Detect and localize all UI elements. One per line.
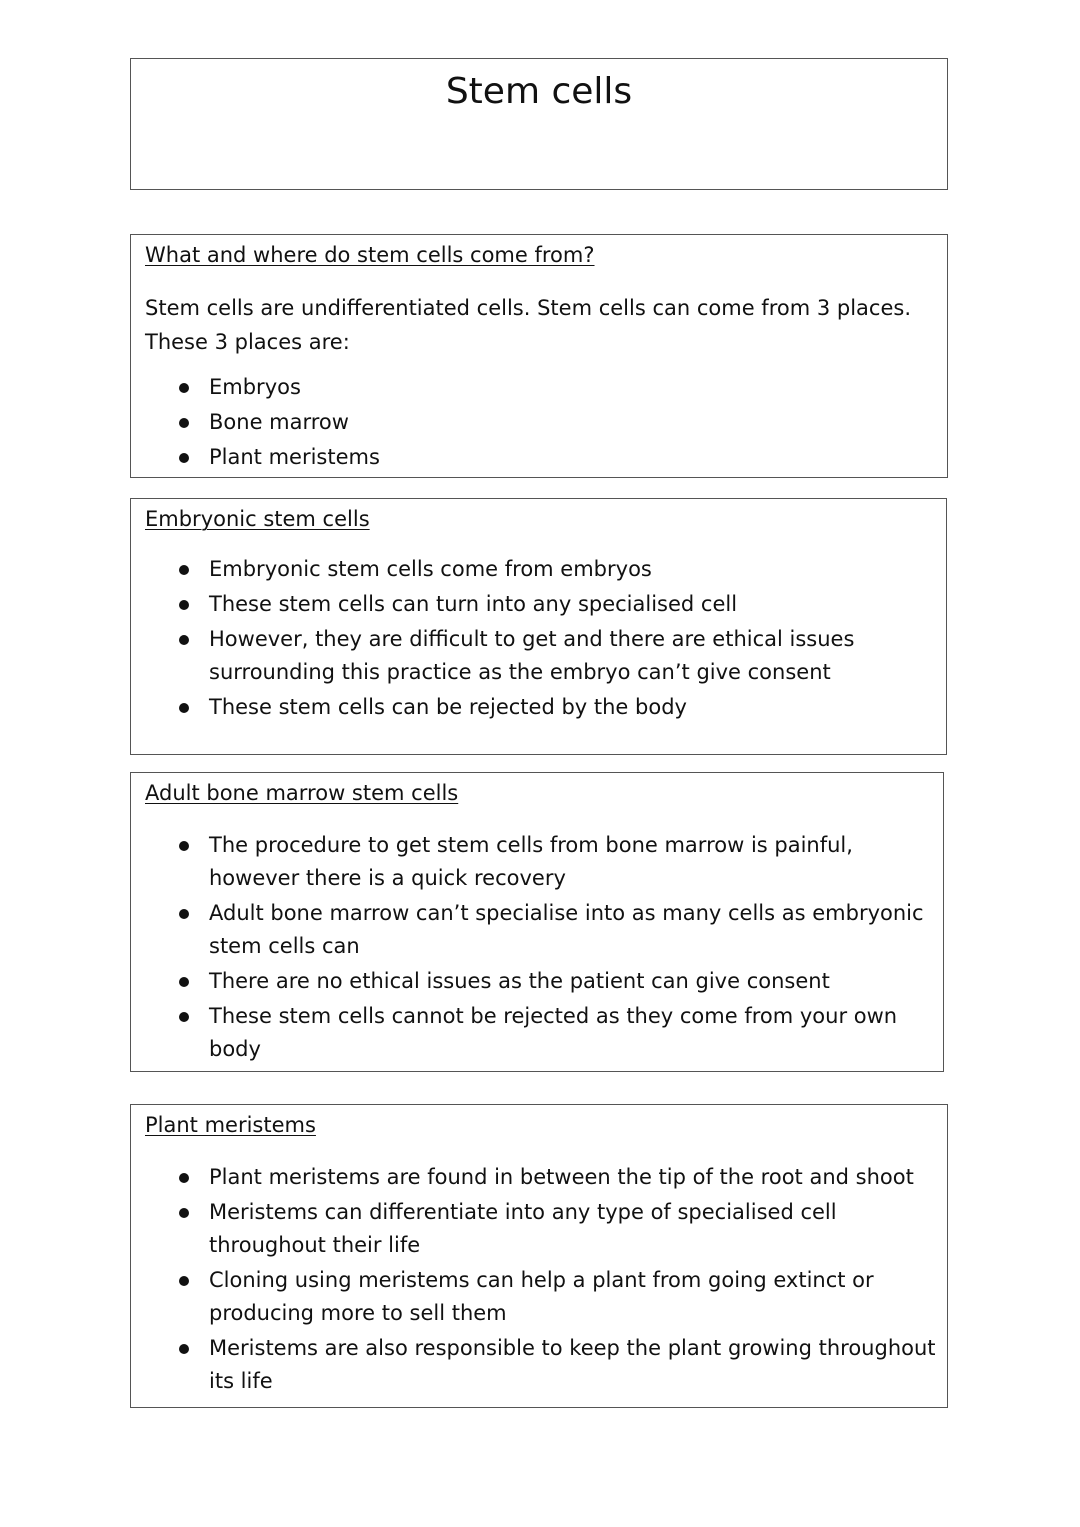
list-item: There are no ethical issues as the patient can give consent [209, 965, 937, 998]
section-heading: Plant meristems [145, 1113, 316, 1137]
bullet-list [209, 371, 941, 476]
title-box [130, 58, 948, 190]
list-item: Embryos [209, 371, 941, 404]
list-item: These stem cells can turn into any specialised cell [209, 588, 940, 621]
section-heading: What and where do stem cells come from? [145, 243, 595, 267]
section-where-stem-cells-come-from [130, 234, 948, 478]
section-heading: Embryonic stem cells [145, 507, 370, 531]
list-item: These stem cells cannot be rejected as they come from your own body [209, 1000, 937, 1066]
section-intro: Stem cells are undifferentiated cells. Stem cells can come from 3 places. These 3 places are: [145, 296, 912, 354]
section-plant-meristems [130, 1104, 948, 1408]
list-item: These stem cells can be rejected by the body [209, 691, 940, 724]
list-item: Plant meristems are found in between the tip of the root and shoot [209, 1161, 941, 1194]
page-title: Stem cells [445, 71, 633, 112]
section-embryonic-stem-cells [130, 498, 947, 755]
list-item: Embryonic stem cells come from embryos [209, 553, 940, 586]
list-item: Meristems can differentiate into any type of specialised cell throughout their life [209, 1196, 941, 1262]
list-item: The procedure to get stem cells from bone marrow is painful, however there is a quick recovery [209, 829, 937, 895]
section-adult-bone-marrow-stem-cells [130, 772, 944, 1072]
list-item: Plant meristems [209, 441, 941, 474]
list-item: Adult bone marrow can’t specialise into as many cells as embryonic stem cells can [209, 897, 937, 963]
list-item: Cloning using meristems can help a plant from going extinct or producing more to sell them [209, 1264, 941, 1330]
list-item: Meristems are also responsible to keep the plant growing throughout its life [209, 1332, 941, 1398]
list-item: Bone marrow [209, 406, 941, 439]
bullet-list [209, 829, 937, 1068]
bullet-list [209, 1161, 941, 1400]
list-item: However, they are difficult to get and there are ethical issues surrounding this practice as the embryo can’t give consent [209, 623, 940, 689]
section-heading: Adult bone marrow stem cells [145, 781, 459, 805]
bullet-list [209, 553, 940, 726]
